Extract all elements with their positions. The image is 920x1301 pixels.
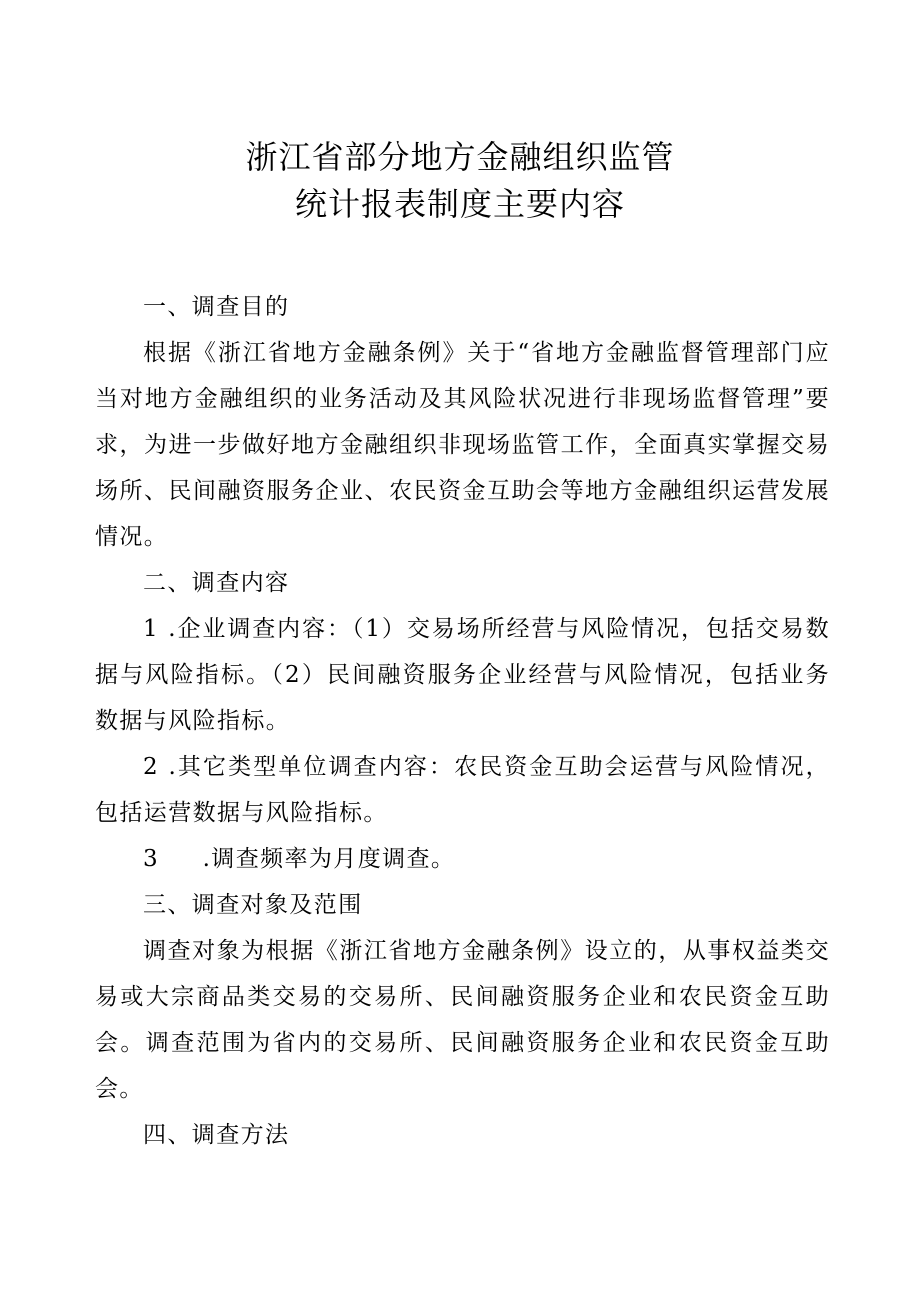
paragraph-content-item-3: 3 .调查频率为月度调查。 — [143, 846, 456, 872]
document-title-line-2: 统计报表制度主要内容 — [294, 185, 625, 223]
paragraph-scope: 调查对象为根据《浙江省地方金融条例》设立的，从事权益类交易或大宗商品类交易的交易所、民间融资服务企业和农民资金互助会。调查范围为省内的交易所、民间融资服务企业和农民资金互助会。 — [95, 938, 830, 1102]
section-heading-scope: 三、调查对象及范围 — [143, 892, 363, 918]
section-heading-method: 四、调查方法 — [143, 1122, 290, 1148]
paragraph-content-item-2: 2 .其它类型单位调查内容：农民资金互助会运营与风险情况，包括运营数据与风险指标。 — [95, 754, 830, 826]
paragraph-content-item-1: 1 .企业调查内容：（1）交易场所经营与风险情况，包括交易数据与风险指标。（2）民间融资服务企业经营与风险情况，包括业务数据与风险指标。 — [95, 616, 830, 734]
document-body — [95, 284, 830, 1158]
section-heading-purpose: 一、调查目的 — [143, 294, 290, 320]
document-title-line-1: 浙江省部分地方金融组织监管 — [245, 138, 675, 176]
section-heading-content: 二、调查内容 — [143, 570, 290, 596]
paragraph-purpose: 根据《浙江省地方金融条例》关于“省地方金融监督管理部门应当对地方金融组织的业务活动及其风险状况进行非现场监督管理”要求，为进一步做好地方金融组织非现场监管工作，全面真实掌握交易场所、民间融资服务企业、农民资金互助会等地方金融组织运营发展情况。 — [95, 340, 830, 550]
